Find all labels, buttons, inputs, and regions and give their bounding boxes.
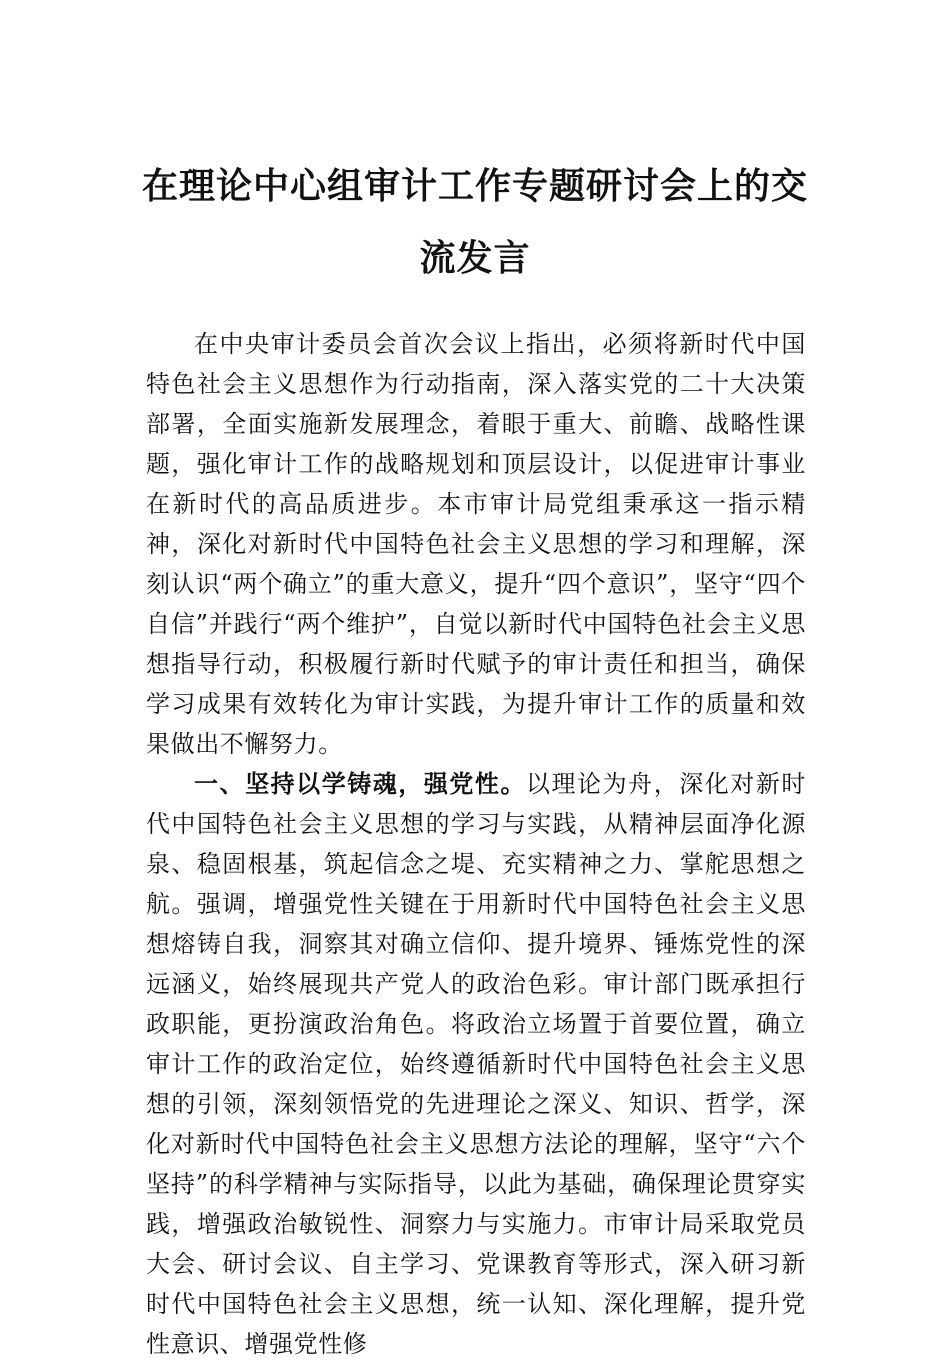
document-body [146,324,806,1364]
document-title: 在理论中心组审计工作专题研讨会上的交流发言 [141,165,808,279]
section-heading: 一、坚持以学铸魂，强党性。 [194,770,526,798]
paragraph-text: 以理论为舟，深化对新时代中国特色社会主义思想的学习与实践，从精神层面净化源泉、稳固根基，筑起信念之堤、充实精神之力、掌舵思想之航。强调，增强党性关键在于用新时代中国特色社会主义思想熔铸自我，洞察其对确立信仰、提升境界、锤炼党性的深远涵义，始终展现共产党人的政治色彩。审计部门既承担行政职能，更扮演政治角色。将政治立场置于首要位置，确立审计工作的政治定位，始终遵循新时代中国特色社会主义思想的引领，深刻领悟党的先进理论之深义、知识、哲学，深化对新时代中国特色社会主义思想方法论的理解，坚守“六个坚持”的科学精神与实际指导，以此为基础，确保理论贯穿实践，增强政治敏锐性、洞察力与实施力。市审计局采取党员大会、研讨会议、自主学习、党课教育等形式，深入研习新时代中国特色社会主义思想，统一认知、深化理解，提升党性意识、增强党性修 [146,770,806,1358]
paragraph-section-1 [146,764,806,1364]
paragraph-text: 在中央审计委员会首次会议上指出，必须将新时代中国特色社会主义思想作为行动指南，深入落实党的二十大决策部署，全面实施新发展理念，着眼于重大、前瞻、战略性课题，强化审计工作的战略规划和顶层设计，以促进审计事业在新时代的高品质进步。本市审计局党组秉承这一指示精神，深化对新时代中国特色社会主义思想的学习和理解，深刻认识“两个确立”的重大意义，提升“四个意识”，坚守“四个自信”并践行“两个维护”，自觉以新时代中国特色社会主义思想指导行动，积极履行新时代赋予的审计责任和担当，确保学习成果有效转化为审计实践，为提升审计工作的质量和效果做出不懈努力。 [146,330,806,758]
paragraph-intro [146,324,806,764]
